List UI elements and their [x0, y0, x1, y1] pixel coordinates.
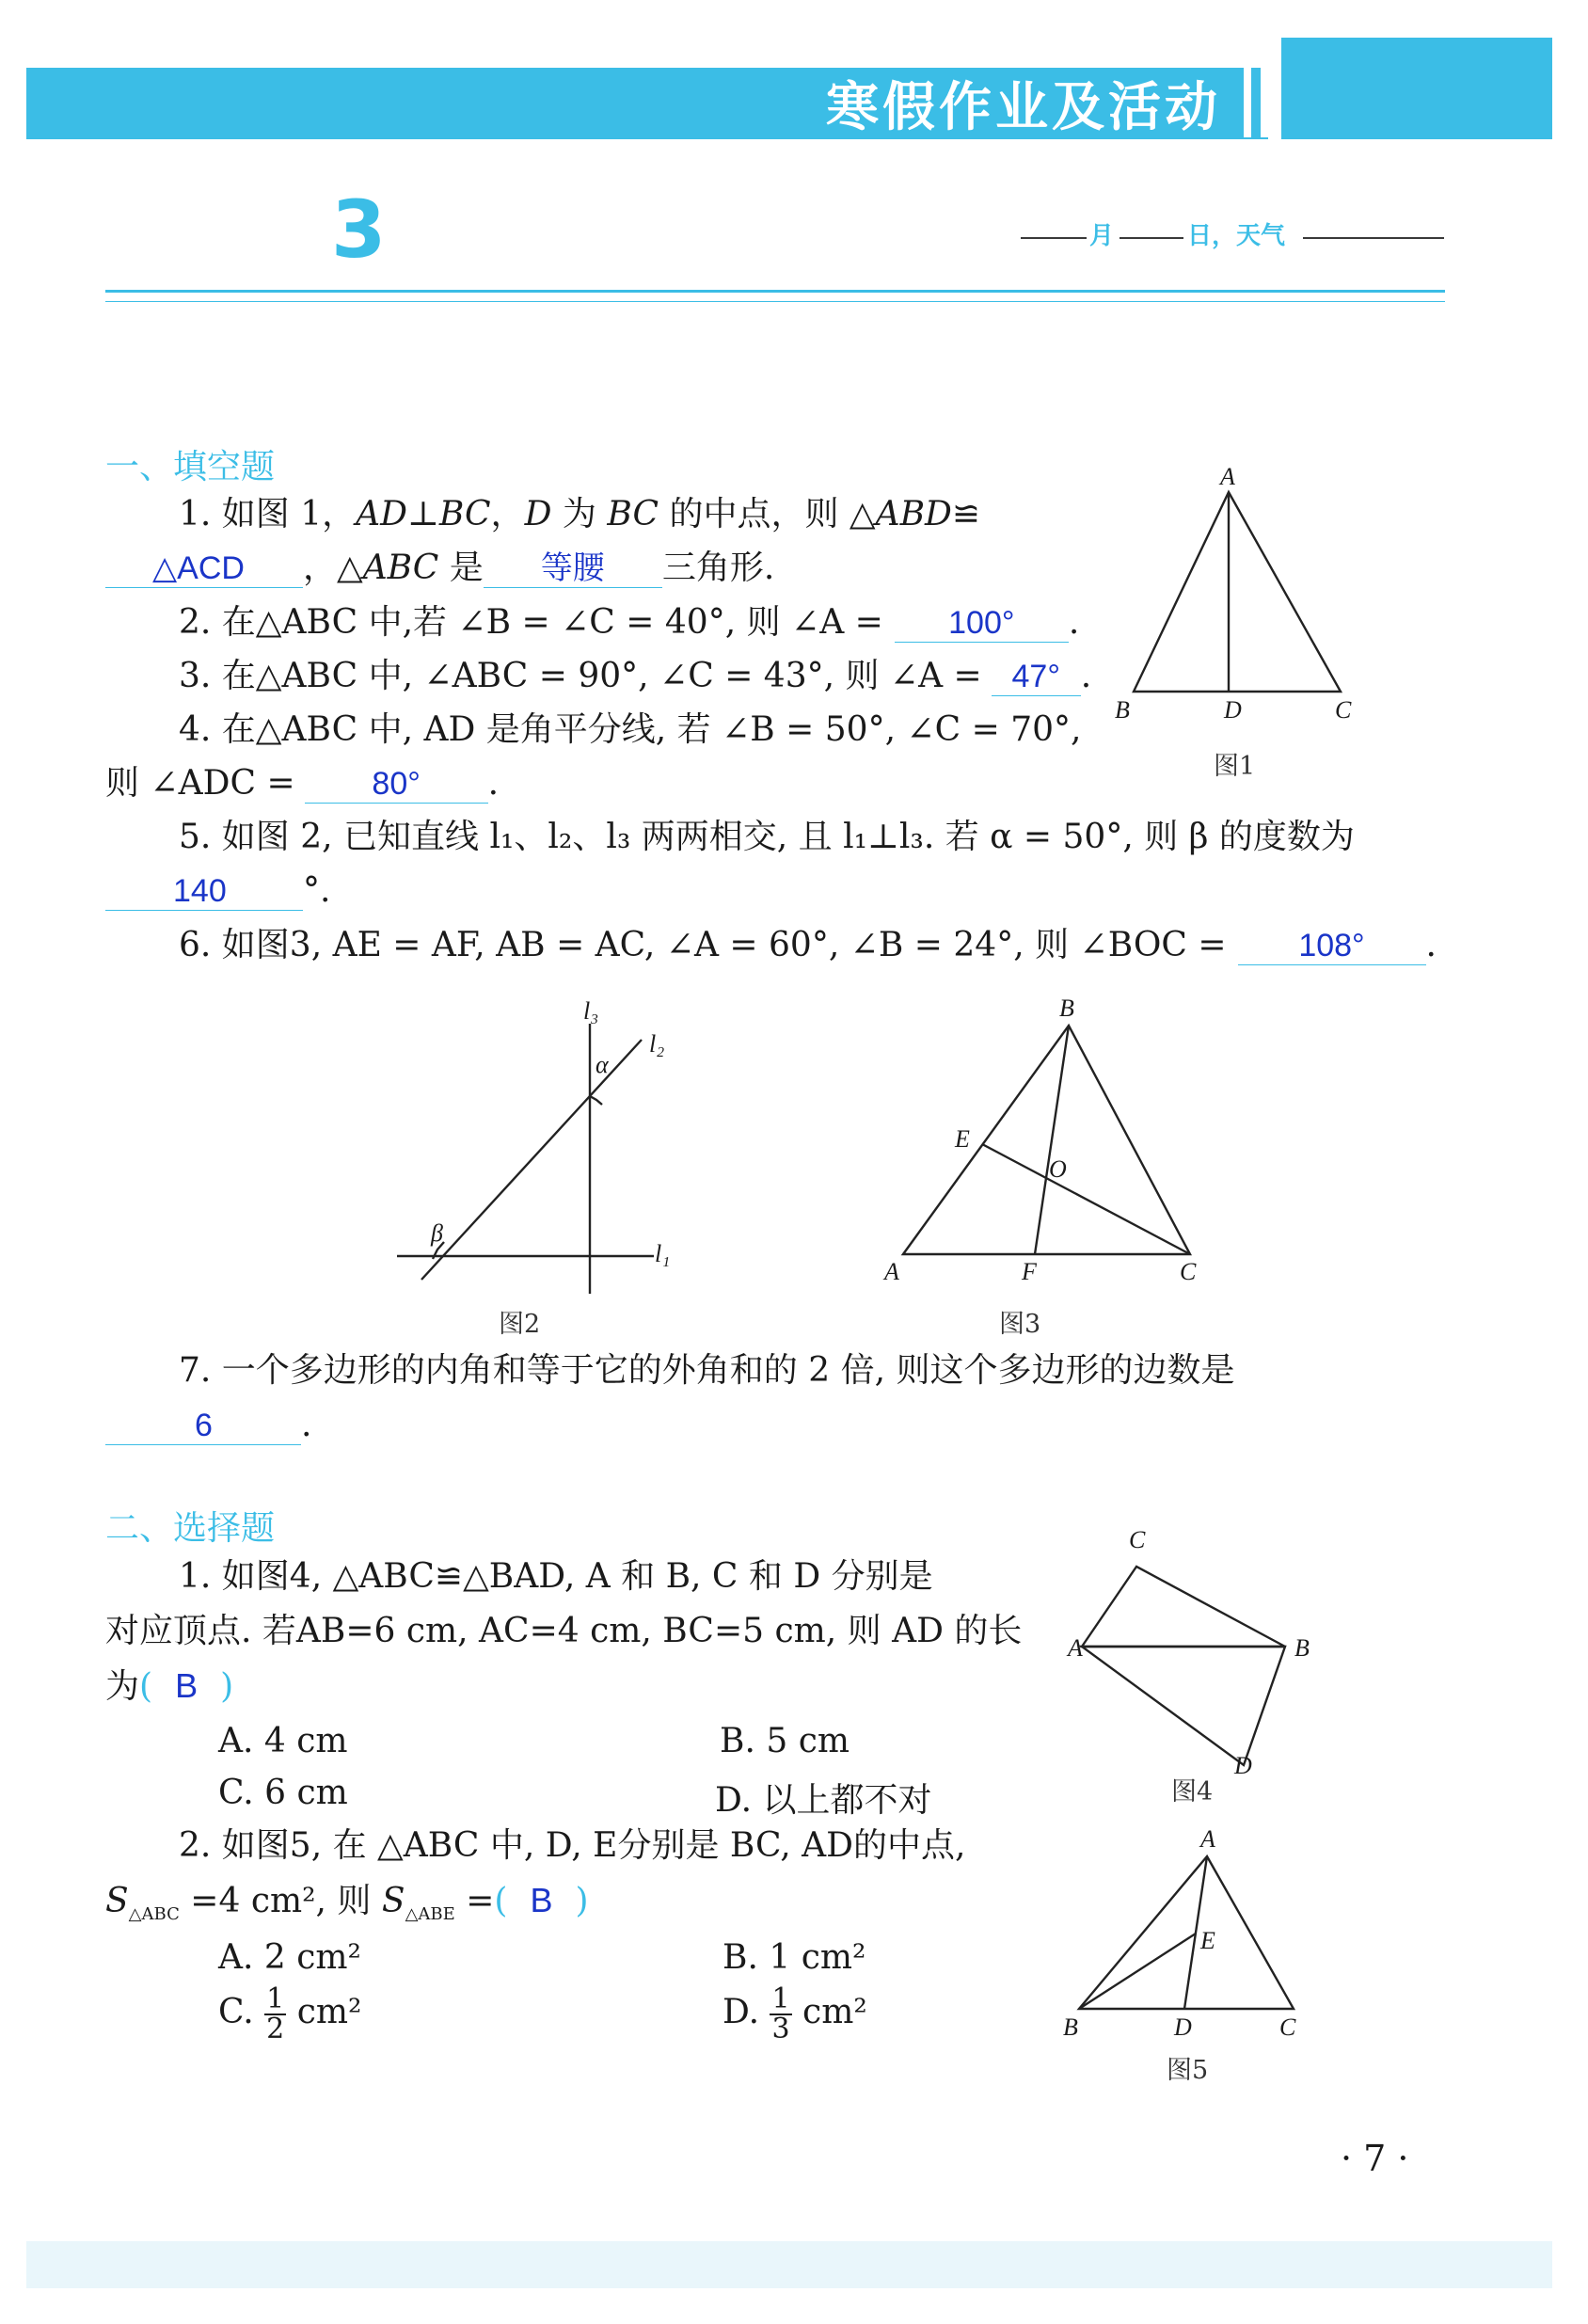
q4-line2	[105, 763, 499, 804]
mc2-option-d-fraction	[770, 1982, 791, 2045]
mc1-line2: 对应顶点. 若AB=6 cm, AC=4 cm, BC=5 cm, 则 AD 的长	[105, 1612, 1023, 1650]
q6-end: .	[1425, 926, 1437, 964]
header-title: 寒假作业及活动	[826, 77, 1221, 138]
mc2-s: S	[105, 1882, 129, 1920]
q6	[179, 925, 1437, 966]
fig2-label-l2: l₂	[649, 1030, 665, 1058]
section-title-multiple-choice: 二、选择题	[105, 1509, 276, 1548]
q5-line1: 5. 如图 2, 已知直线 l₁、l₂、l₃ 两两相交, 且 l₁⊥l₃. 若 α = 50°, 则 β 的度数为	[179, 818, 1355, 856]
mc2-option-c-label: C.	[218, 1993, 254, 2031]
q1-answer-1[interactable]: △ACD	[105, 549, 303, 588]
q1-text: 的中点，则 △	[659, 495, 876, 533]
q4-line1: 4. 在△ABC 中, AD 是角平分线, 若 ∠B = 50°, ∠C = 70°,	[179, 710, 1082, 749]
header-divider	[1244, 66, 1251, 137]
mc1-line1: 1. 如图4, △ABC≌△BAD, A 和 B, C 和 D 分别是	[179, 1557, 933, 1596]
mc1-option-a[interactable]: A. 4 cm	[218, 1722, 348, 1760]
mc2-sub: △ABE	[405, 1904, 455, 1925]
day-weather-label: 日，天气	[1187, 222, 1286, 250]
header-rule	[105, 290, 1445, 293]
q7-line2	[105, 1405, 311, 1446]
mc2-paren-open: (	[494, 1882, 508, 1920]
mc1-answer[interactable]: B	[175, 1666, 198, 1705]
q3	[179, 656, 1091, 697]
mc2-answer[interactable]: B	[530, 1881, 553, 1919]
fig1-label-a: A	[1220, 463, 1235, 490]
fig4-triangle-abc	[1082, 1567, 1285, 1647]
q6-answer[interactable]: 108°	[1238, 927, 1426, 965]
mc2-option-d-unit: cm²	[802, 1993, 867, 2031]
mc2-text: =4 cm², 则	[179, 1882, 382, 1920]
figure-1	[1110, 466, 1364, 776]
mc1-text: 为	[105, 1667, 140, 1706]
q1-var: ABC	[362, 549, 439, 587]
q1-text: 为	[551, 495, 608, 533]
fig2-label-l1: l₁	[655, 1240, 671, 1267]
weather-blank[interactable]	[1303, 237, 1444, 239]
fig2-label-beta: β	[431, 1219, 443, 1247]
mc2-option-d-label: D.	[723, 1993, 760, 2031]
fig2-caption: 图2	[499, 1310, 541, 1339]
mc2-line1: 2. 如图5, 在 △ABC 中, D, E分别是 BC, AD的中点,	[179, 1826, 966, 1865]
fig1-label-b: B	[1115, 696, 1130, 724]
q4-end: .	[487, 764, 500, 803]
fig3-label-e: E	[955, 1125, 970, 1153]
mc2-option-c-fraction	[264, 1982, 286, 2045]
q1-text: 三角形.	[661, 549, 775, 587]
header-band-accent	[1281, 38, 1552, 139]
mc2-option-b[interactable]: B. 1 cm²	[723, 1938, 866, 1977]
q4-answer[interactable]: 80°	[305, 765, 488, 804]
mc1-option-d[interactable]: D. 以上都不对	[715, 1781, 932, 1820]
q1-var: D	[524, 495, 552, 533]
fig3-segment-bf	[1035, 1026, 1069, 1254]
lesson-number: 3	[331, 183, 387, 276]
figure-2	[386, 1007, 687, 1298]
page-number: · 7 ·	[1341, 2138, 1409, 2179]
q1-text: ，	[490, 495, 525, 533]
mc1-paren-open: (	[139, 1667, 153, 1706]
q4-text: 则 ∠ADC =	[105, 764, 295, 803]
fig3-segment-ec	[982, 1144, 1190, 1254]
fig5-label-c: C	[1279, 2014, 1296, 2041]
fig4-caption: 图4	[1171, 1777, 1214, 1807]
mc2-option-c-unit: cm²	[296, 1993, 362, 2031]
day-blank[interactable]	[1120, 237, 1183, 239]
fig5-segment-be	[1079, 1934, 1196, 2009]
q7-line1: 7. 一个多边形的内角和等于它的外角和的 2 倍, 则这个多边形的边数是	[179, 1351, 1235, 1390]
fig4-label-a: A	[1068, 1634, 1083, 1662]
month-blank[interactable]	[1021, 237, 1087, 239]
mc2-text: =	[454, 1882, 495, 1920]
q2-text: 2. 在△ABC 中,若 ∠B = ∠C = 40°, 则 ∠A =	[179, 603, 883, 642]
fig3-triangle	[903, 1026, 1190, 1254]
mc1-paren-close: )	[220, 1667, 234, 1706]
fig3-caption: 图3	[999, 1310, 1041, 1339]
fig5-caption: 图5	[1167, 2056, 1209, 2085]
fig5-label-b: B	[1063, 2014, 1078, 2041]
q1-text: 是	[438, 549, 484, 587]
month-label: 月	[1089, 222, 1115, 250]
fig2-label-alpha: α	[596, 1051, 609, 1078]
fig1-label-c: C	[1335, 696, 1352, 724]
mc2-option-c[interactable]	[218, 1982, 362, 2045]
q1-answer-2[interactable]: 等腰	[484, 549, 662, 588]
mc2-option-a[interactable]: A. 2 cm²	[218, 1938, 361, 1977]
q5-end: °.	[303, 871, 331, 910]
q2-end: .	[1068, 603, 1080, 642]
header-rule-thin	[105, 301, 1445, 302]
mc1-option-c[interactable]: C. 6 cm	[218, 1774, 348, 1812]
fig3-label-b: B	[1059, 995, 1074, 1022]
mc2-sub: △ABC	[128, 1904, 180, 1925]
q5-answer[interactable]: 140	[105, 872, 303, 911]
q1-text: ，△	[303, 549, 363, 587]
fig3-label-f: F	[1022, 1258, 1037, 1285]
mc2-line2	[105, 1880, 589, 1935]
section-title-fill-in: 一、填空题	[105, 448, 276, 486]
q3-text: 3. 在△ABC 中, ∠ABC = 90°, ∠C = 43°, 则 ∠A =	[179, 657, 982, 695]
fraction-numerator: 1	[771, 1982, 790, 2015]
q1-text: 1. 如图 1，	[179, 495, 357, 533]
fig4-label-d: D	[1234, 1752, 1252, 1779]
mc2-s: S	[381, 1882, 405, 1920]
fraction-denominator: 2	[266, 2013, 285, 2045]
fraction-numerator: 1	[266, 1982, 285, 2015]
q5-line2	[105, 870, 330, 912]
mc2-paren-close: )	[575, 1882, 589, 1920]
q7-end: .	[301, 1406, 312, 1444]
q2	[179, 602, 1079, 644]
fig5-label-a: A	[1200, 1825, 1215, 1853]
q1-var: BC	[607, 495, 659, 533]
fig1-caption: 图1	[1214, 752, 1256, 781]
fig1-label-d: D	[1224, 696, 1242, 724]
fig5-label-e: E	[1200, 1927, 1215, 1954]
q1-line2	[105, 548, 774, 589]
q7-answer[interactable]: 6	[105, 1407, 301, 1445]
fig4-triangle-bad	[1082, 1647, 1285, 1765]
fraction-denominator: 3	[771, 2013, 790, 2045]
mc2-option-d[interactable]	[723, 1982, 867, 2045]
q2-answer[interactable]: 100°	[895, 604, 1069, 643]
header-divider	[1261, 66, 1268, 137]
q6-text: 6. 如图3, AE = AF, AB = AC, ∠A = 60°, ∠B = 24°, 则 ∠BOC =	[179, 926, 1227, 964]
fig4-label-b: B	[1294, 1634, 1310, 1662]
fig5-label-d: D	[1174, 2014, 1192, 2041]
fig4-label-c: C	[1129, 1526, 1146, 1553]
fig5-triangle	[1079, 1856, 1294, 2009]
q3-answer[interactable]: 47°	[992, 658, 1081, 696]
fig2-arc-alpha	[590, 1096, 602, 1105]
fig3-label-o: O	[1049, 1155, 1067, 1183]
q1-var: ABD	[875, 495, 952, 533]
q3-end: .	[1080, 657, 1092, 695]
figure-5	[1068, 1839, 1312, 2037]
fig3-label-c: C	[1180, 1258, 1197, 1285]
fig1-triangle	[1134, 492, 1341, 692]
q1-sym: ≌	[951, 495, 981, 533]
footer-band	[26, 2241, 1552, 2288]
q1-var: AD	[356, 495, 408, 533]
q1-var: BC	[438, 495, 491, 533]
q1-line1	[179, 494, 980, 535]
q1-sym: ⊥	[407, 495, 439, 533]
mc1-line3	[105, 1665, 233, 1708]
fig2-label-l3: l₃	[583, 997, 599, 1025]
fig3-label-a: A	[884, 1258, 899, 1285]
mc1-option-b[interactable]: B. 5 cm	[720, 1722, 850, 1760]
